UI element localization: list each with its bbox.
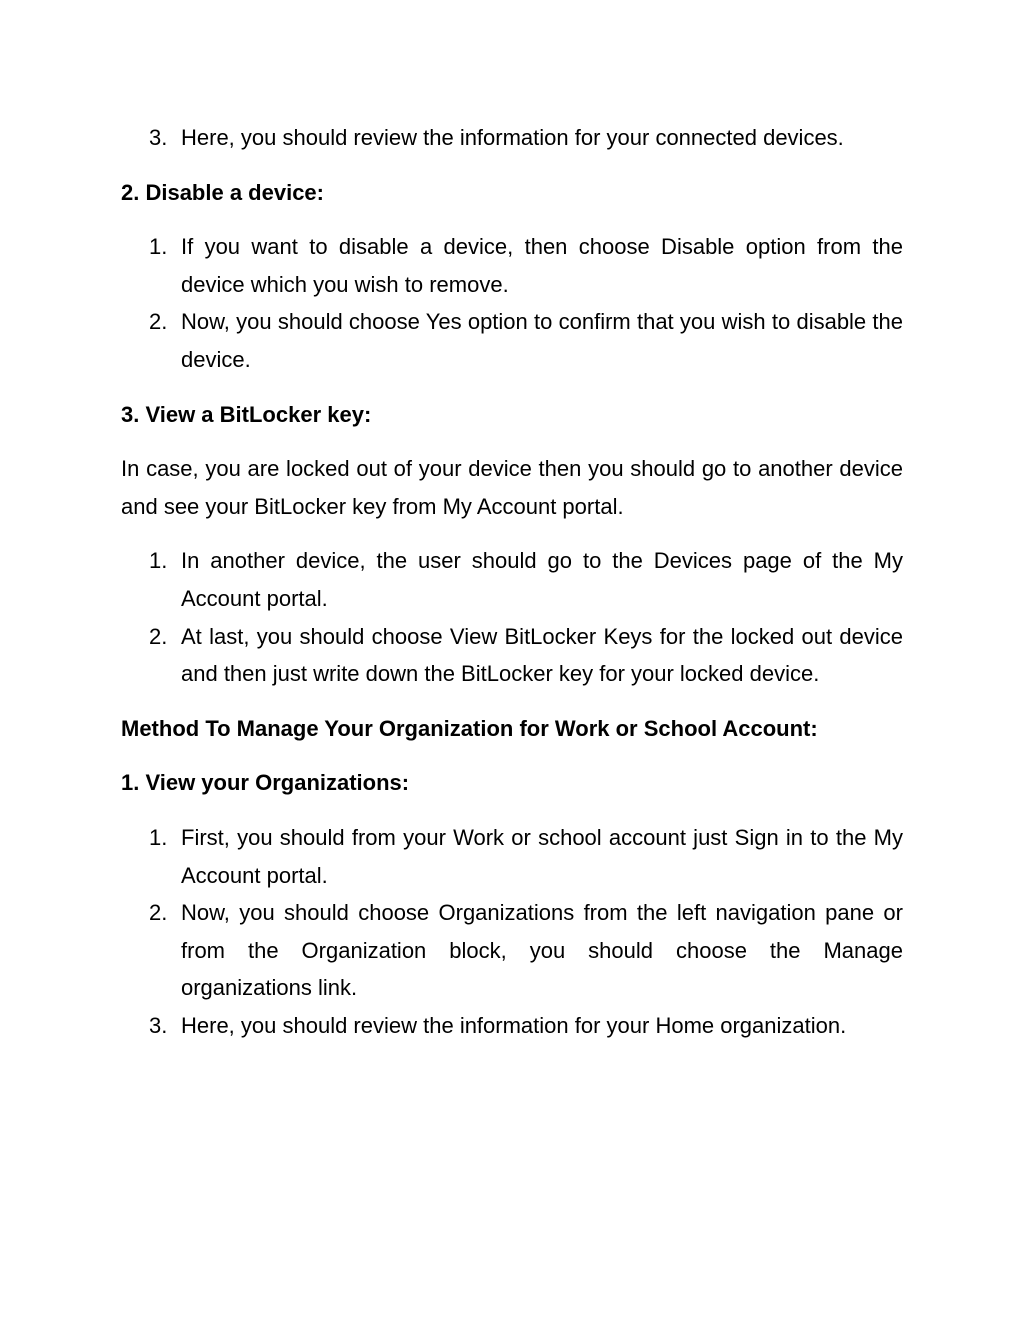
section-heading-bitlocker: 3. View a BitLocker key:: [121, 401, 372, 427]
list-number: 1.: [149, 234, 168, 260]
list-number: 2.: [149, 309, 168, 335]
bitlocker-paragraph: In case, you are locked out of your device then you should go to another device and see your BitLocker key from My Account portal.: [121, 456, 903, 519]
list-item-text: Now, you should choose Organizations from the left navigation pane or from the Organization block, you should choose the Manage organizations link.: [181, 900, 903, 1001]
list-item: [121, 894, 903, 1007]
list-number: 3.: [149, 1012, 168, 1038]
list-item-text: Here, you should review the information for your Home organization.: [181, 1012, 847, 1038]
list-item: [121, 542, 903, 617]
list-item-text: Here, you should review the information for your connected devices.: [181, 125, 844, 150]
list-item: [121, 819, 903, 894]
list-item: [121, 119, 903, 157]
list-item: [121, 228, 903, 303]
list-item: [121, 1007, 903, 1045]
list-item-text: Now, you should choose Yes option to confirm that you wish to disable the device.: [181, 309, 903, 372]
document-page: [121, 119, 903, 1044]
method-heading: Method To Manage Your Organization for Work or School Account:: [121, 715, 818, 741]
list-number: 2.: [149, 900, 168, 926]
list-number: 3.: [149, 125, 168, 150]
list-item-text: If you want to disable a device, then choose Disable option from the device which you wish to remove.: [181, 234, 903, 297]
section-heading-disable: 2. Disable a device:: [121, 179, 324, 205]
list-item-text: At last, you should choose View BitLocker Keys for the locked out device and then just write down the BitLocker key for your locked device.: [181, 623, 903, 687]
intro-list: [121, 119, 903, 157]
organizations-steps-list: [121, 819, 903, 1045]
list-item-text: In another device, the user should go to the Devices page of the My Account portal.: [181, 548, 903, 611]
list-number: 1.: [149, 824, 168, 850]
disable-steps-list: [121, 228, 903, 378]
section-heading-organizations: 1. View your Organizations:: [121, 770, 410, 796]
list-item: [121, 303, 903, 378]
list-item-text: First, you should from your Work or school account just Sign in to the My Account portal.: [181, 824, 903, 888]
bitlocker-steps-list: [121, 542, 903, 692]
list-item: [121, 618, 903, 693]
list-number: 1.: [149, 548, 168, 574]
list-number: 2.: [149, 623, 168, 649]
